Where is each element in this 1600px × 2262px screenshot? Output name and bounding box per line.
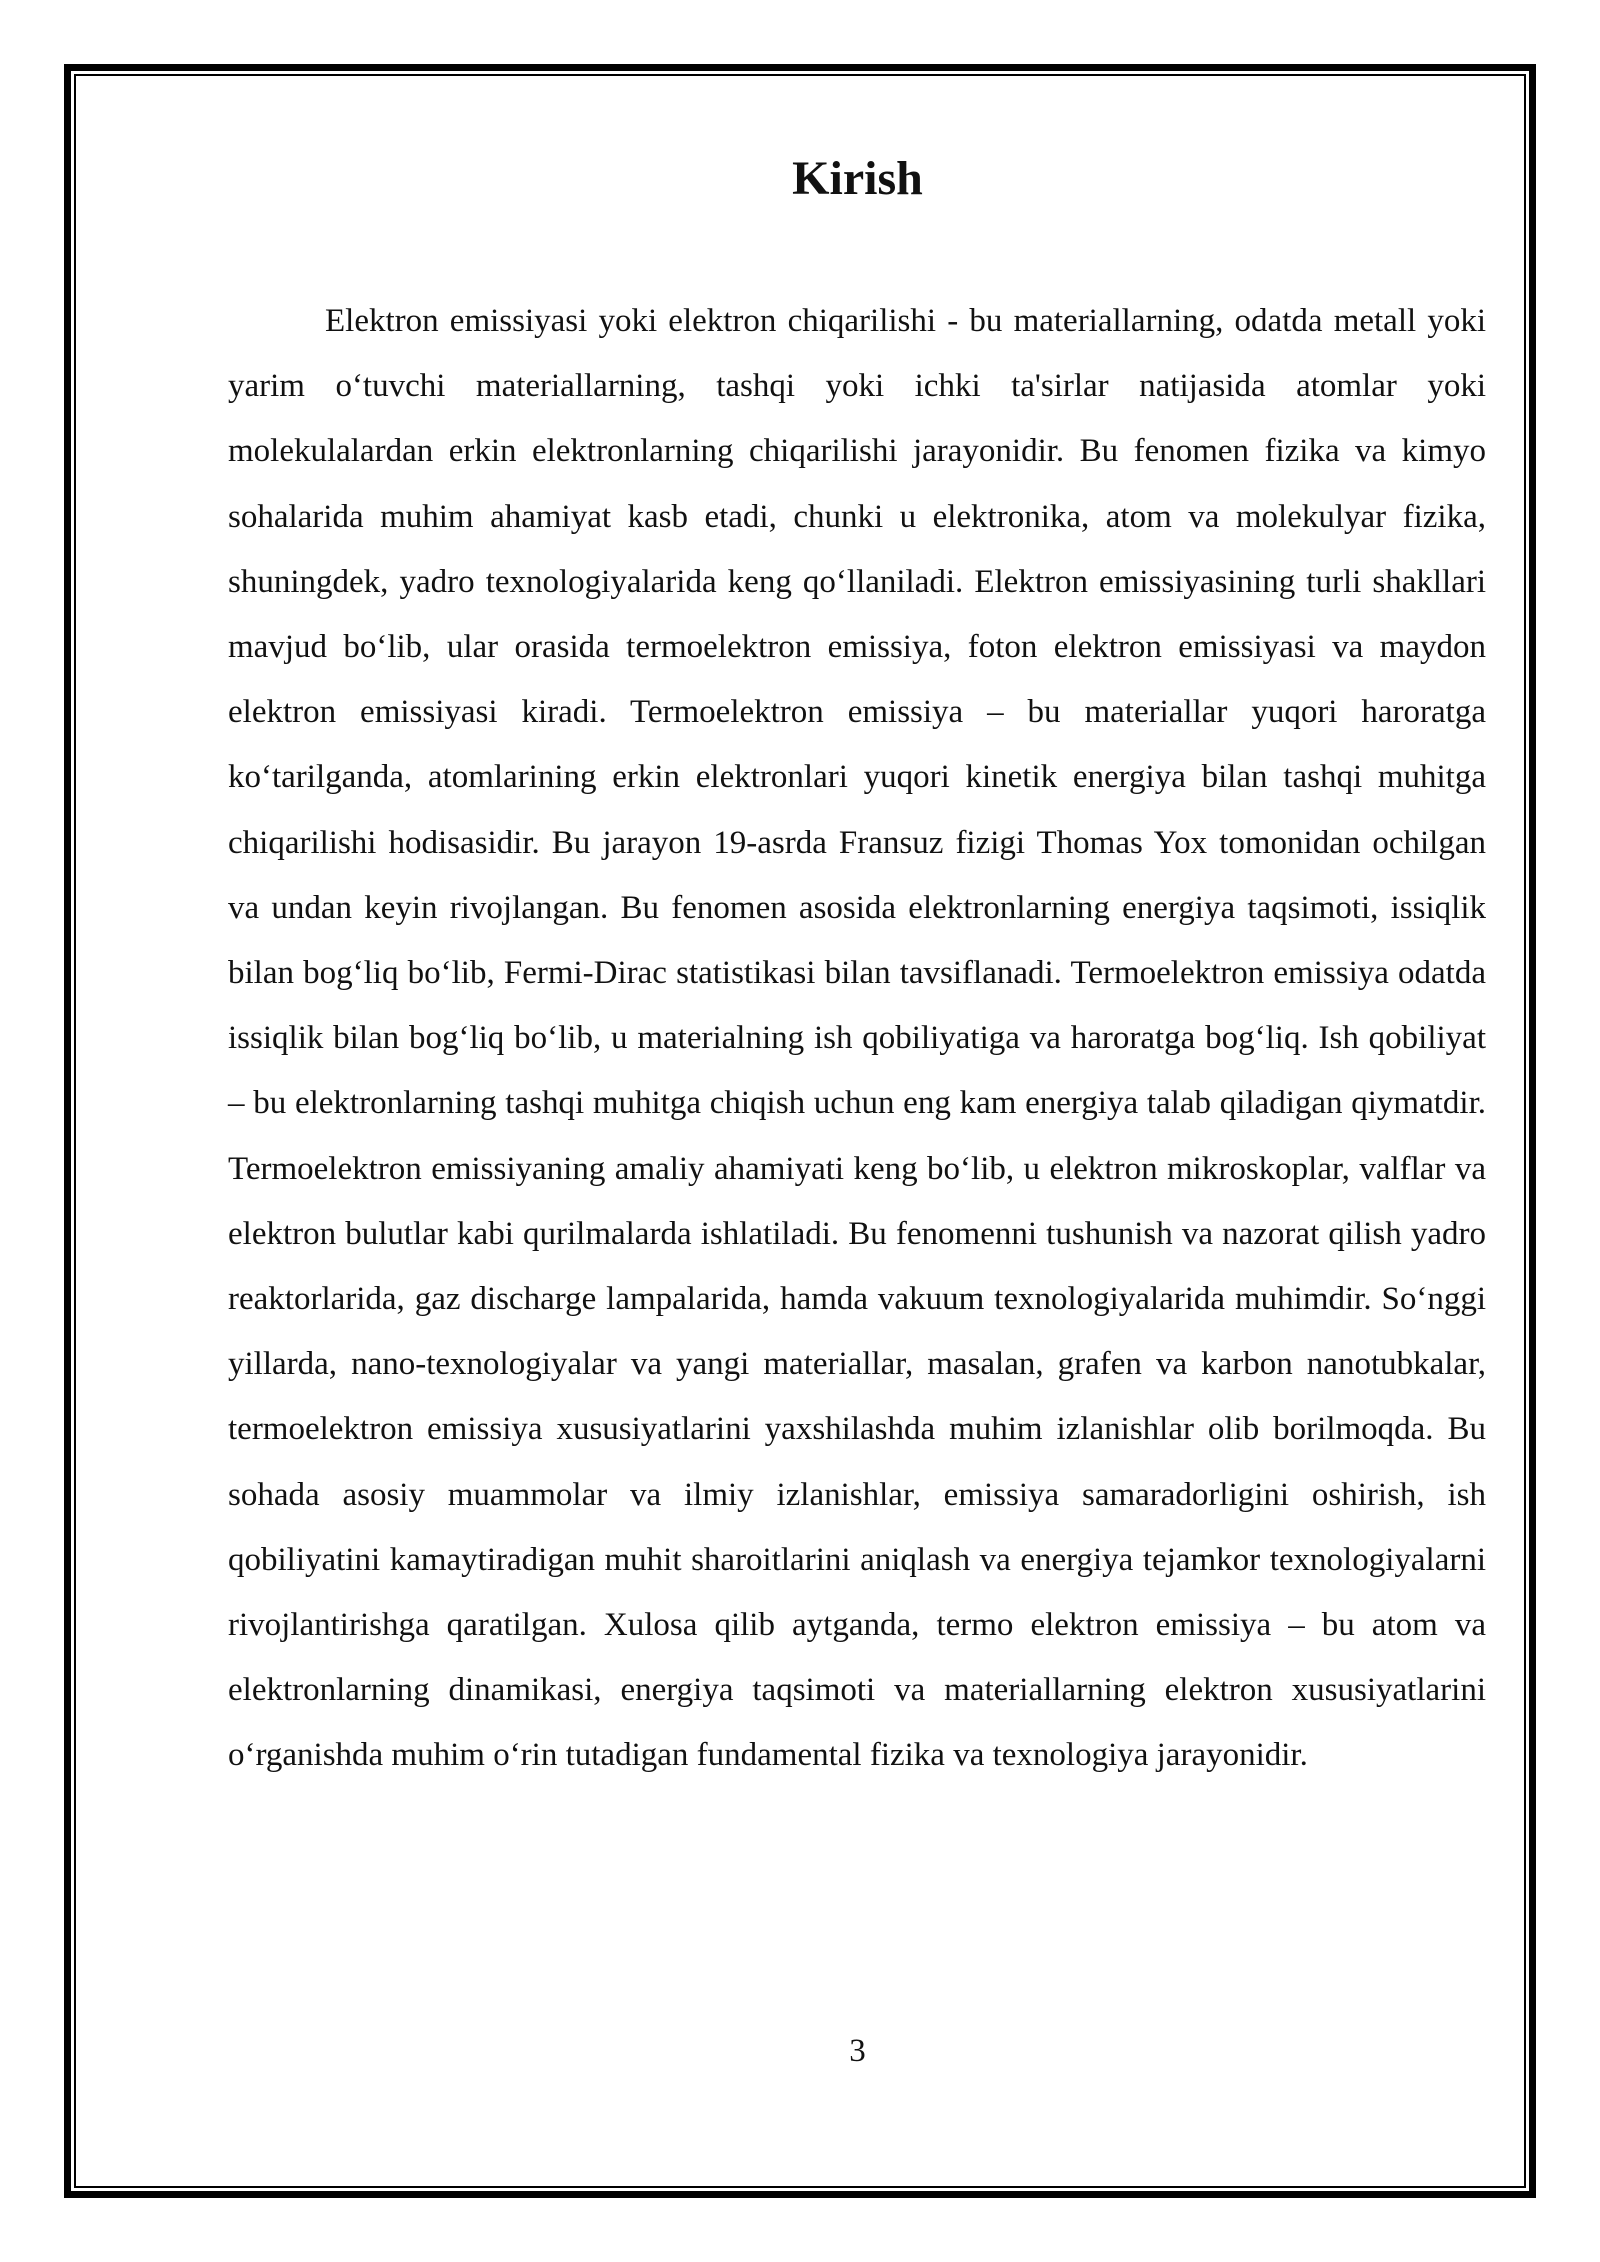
- page-number: 3: [849, 2033, 866, 2069]
- body-paragraph: Elektron emissiyasi yoki elektron chiqarilishi - bu materiallarning, odatda metall yoki yarim o‘tuvchi materiallarning, tashqi yoki ichki ta'sirlar natijasida atomlar yoki molekulalardan erkin elektronlarning chiqarilishi jarayonidir. Bu fenomen fizika va kimyo sohalarida muhim ahamiyat kasb etadi, chunki u elektronika, atom va molekulyar fizika, shuningdek, yadro texnologiyalarida keng qo‘llaniladi. Elektron emissiyasining turli shakllari mavjud bo‘lib, ular orasida termoelektron emissiya, foton elektron emissiyasi va maydon elektron emissiyasi kiradi. Termoelektron emissiya – bu materiallar yuqori haroratga ko‘tarilganda, atomlarining erkin elektronlari yuqori kinetik energiya bilan tashqi muhitga chiqarilishi hodisasidir. Bu jarayon 19-asrda Fransuz fizigi Thomas Yox tomonidan ochilgan va undan keyin rivojlangan. Bu fenomen asosida elektronlarning energiya taqsimoti, issiqlik bilan bog‘liq bo‘lib, Fermi-Dirac statistikasi bilan tavsiflanadi. Termoelektron emissiya odatda issiqlik bilan bog‘liq bo‘lib, u materialning ish qobiliyatiga va haroratga bog‘liq. Ish qobiliyat – bu elektronlarning tashqi muhitga chiqish uchun eng kam energiya talab qiladigan qiymatdir. Termoelektron emissiyaning amaliy ahamiyati keng bo‘lib, u elektron mikroskoplar, valflar va elektron bulutlar kabi qurilmalarda ishlatiladi. Bu fenomenni tushunish va nazorat qilish yadro reaktorlarida, gaz discharge lampalarida, hamda vakuum texnologiyalarida muhimdir. So‘nggi yillarda, nano-texnologiyalar va yangi materiallar, masalan, grafen va karbon nanotubkalar, termoelektron emissiya xususiyatlarini yaxshilashda muhim izlanishlar olib borilmoqda. Bu sohada asosiy muammolar va ilmiy izlanishlar, emissiya samaradorligini oshirish, ish qobiliyatini kamaytiradigan muhit sharoitlarini aniqlash va energiya tejamkor texnologiyalarni rivojlantirishga qaratilgan. Xulosa qilib aytganda, termo elektron emissiya – bu atom va elektronlarning dinamikasi, energiya taqsimoti va materiallarning elektron xususiyatlarini o‘rganishda muhim o‘rin tutadigan fundamental fizika va texnologiya jarayonidir.: [228, 303, 1486, 1774]
- page-title: Kirish: [792, 152, 923, 205]
